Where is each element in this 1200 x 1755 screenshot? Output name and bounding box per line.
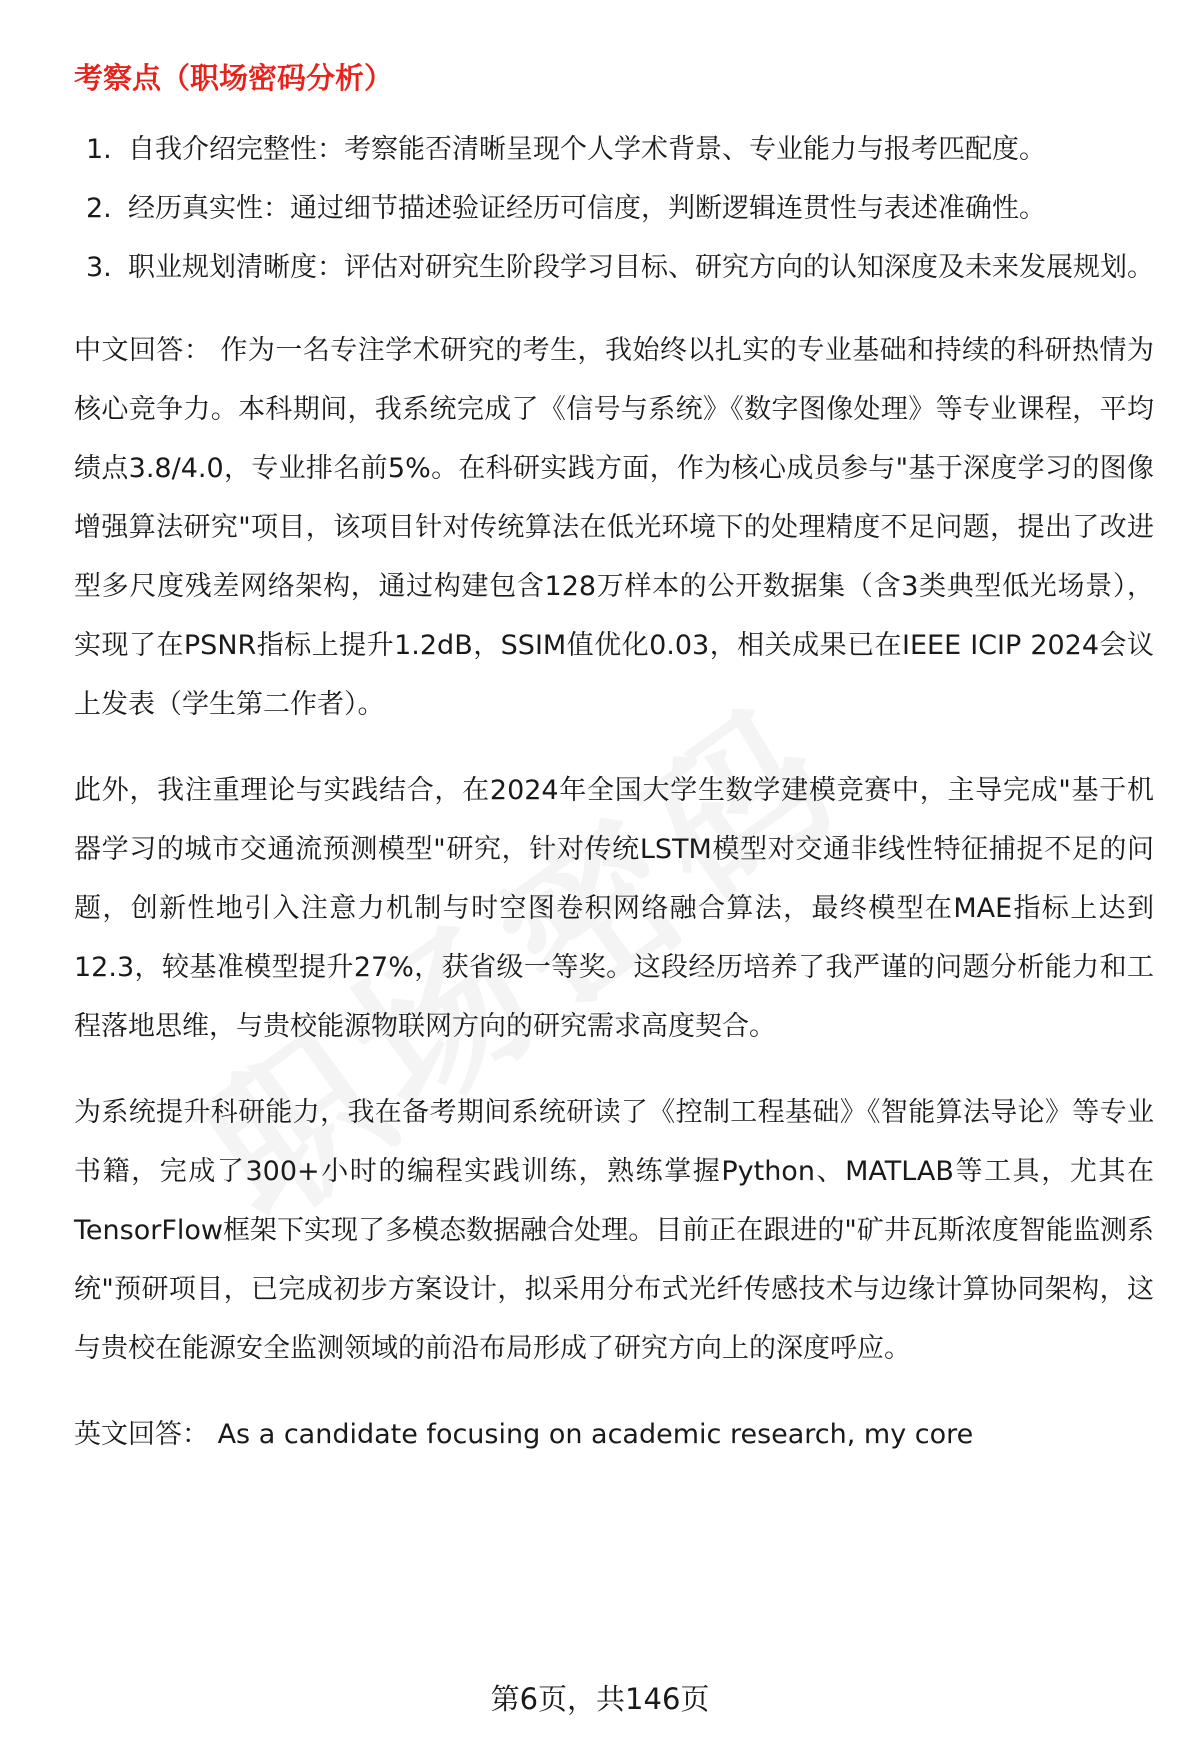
- assessment-points-list: [74, 120, 1154, 297]
- chinese-answer-paragraph-1: 中文回答： 作为一名专注学术研究的考生，我始终以扎实的专业基础和持续的科研热情为核心竞争力。本科期间，我系统完成了《信号与系统》《数字图像处理》等专业课程，平均绩点3.8/4.0，专业排名前5%。在科研实践方面，作为核心成员参与"基于深度学习的图像增强算法研究"项目，该项目针对传统算法在低光环境下的处理精度不足问题，提出了改进型多尺度残差网络架构，通过构建包含128万样本的公开数据集（含3类典型低光场景），实现了在PSNR指标上提升1.2dB，SSIM值优化0.03，相关成果已在IEEE ICIP 2024会议上发表（学生第二作者）。: [74, 335, 1154, 720]
- list-item-number: 1.: [86, 134, 112, 165]
- chinese-answer-paragraph-3: 为系统提升科研能力，我在备考期间系统研读了《控制工程基础》《智能算法导论》等专业书籍，完成了300+小时的编程实践训练，熟练掌握Python、MATLAB等工具，尤其在TensorFlow框架下实现了多模态数据融合处理。目前正在跟进的"矿井瓦斯浓度智能监测系统"预研项目，已完成初步方案设计，拟采用分布式光纤传感技术与边缘计算协同架构，这与贵校在能源安全监测领域的前沿布局形成了研究方向上的深度呼应。: [74, 1097, 1154, 1364]
- list-item: [74, 120, 1154, 179]
- list-item: [74, 179, 1154, 238]
- list-item-text: 自我介绍完整性：考察能否清晰呈现个人学术背景、专业能力与报考匹配度。: [128, 134, 1046, 165]
- list-item-text: 经历真实性：通过细节描述验证经历可信度，判断逻辑连贯性与表述准确性。: [128, 193, 1046, 224]
- list-item-number: 3.: [86, 252, 112, 283]
- document-page: [74, 48, 1154, 1491]
- english-answer-paragraph: 英文回答： As a candidate focusing on academic research, my core: [74, 1419, 974, 1450]
- list-item: [74, 238, 1154, 297]
- list-item-text: 职业规划清晰度：评估对研究生阶段学习目标、研究方向的认知深度及未来发展规划。: [128, 252, 1154, 283]
- page-number: 第6页，共146页: [490, 1682, 710, 1716]
- list-item-number: 2.: [86, 193, 112, 224]
- section-title: 考察点（职场密码分析）: [74, 61, 394, 95]
- chinese-answer-paragraph-2: 此外，我注重理论与实践结合，在2024年全国大学生数学建模竞赛中，主导完成"基于机器学习的城市交通流预测模型"研究，针对传统LSTM模型对交通非线性特征捕捉不足的问题，创新性地引入注意力机制与时空图卷积网络融合算法，最终模型在MAE指标上达到12.3，较基准模型提升27%，获省级一等奖。这段经历培养了我严谨的问题分析能力和工程落地思维，与贵校能源物联网方向的研究需求高度契合。: [74, 775, 1154, 1042]
